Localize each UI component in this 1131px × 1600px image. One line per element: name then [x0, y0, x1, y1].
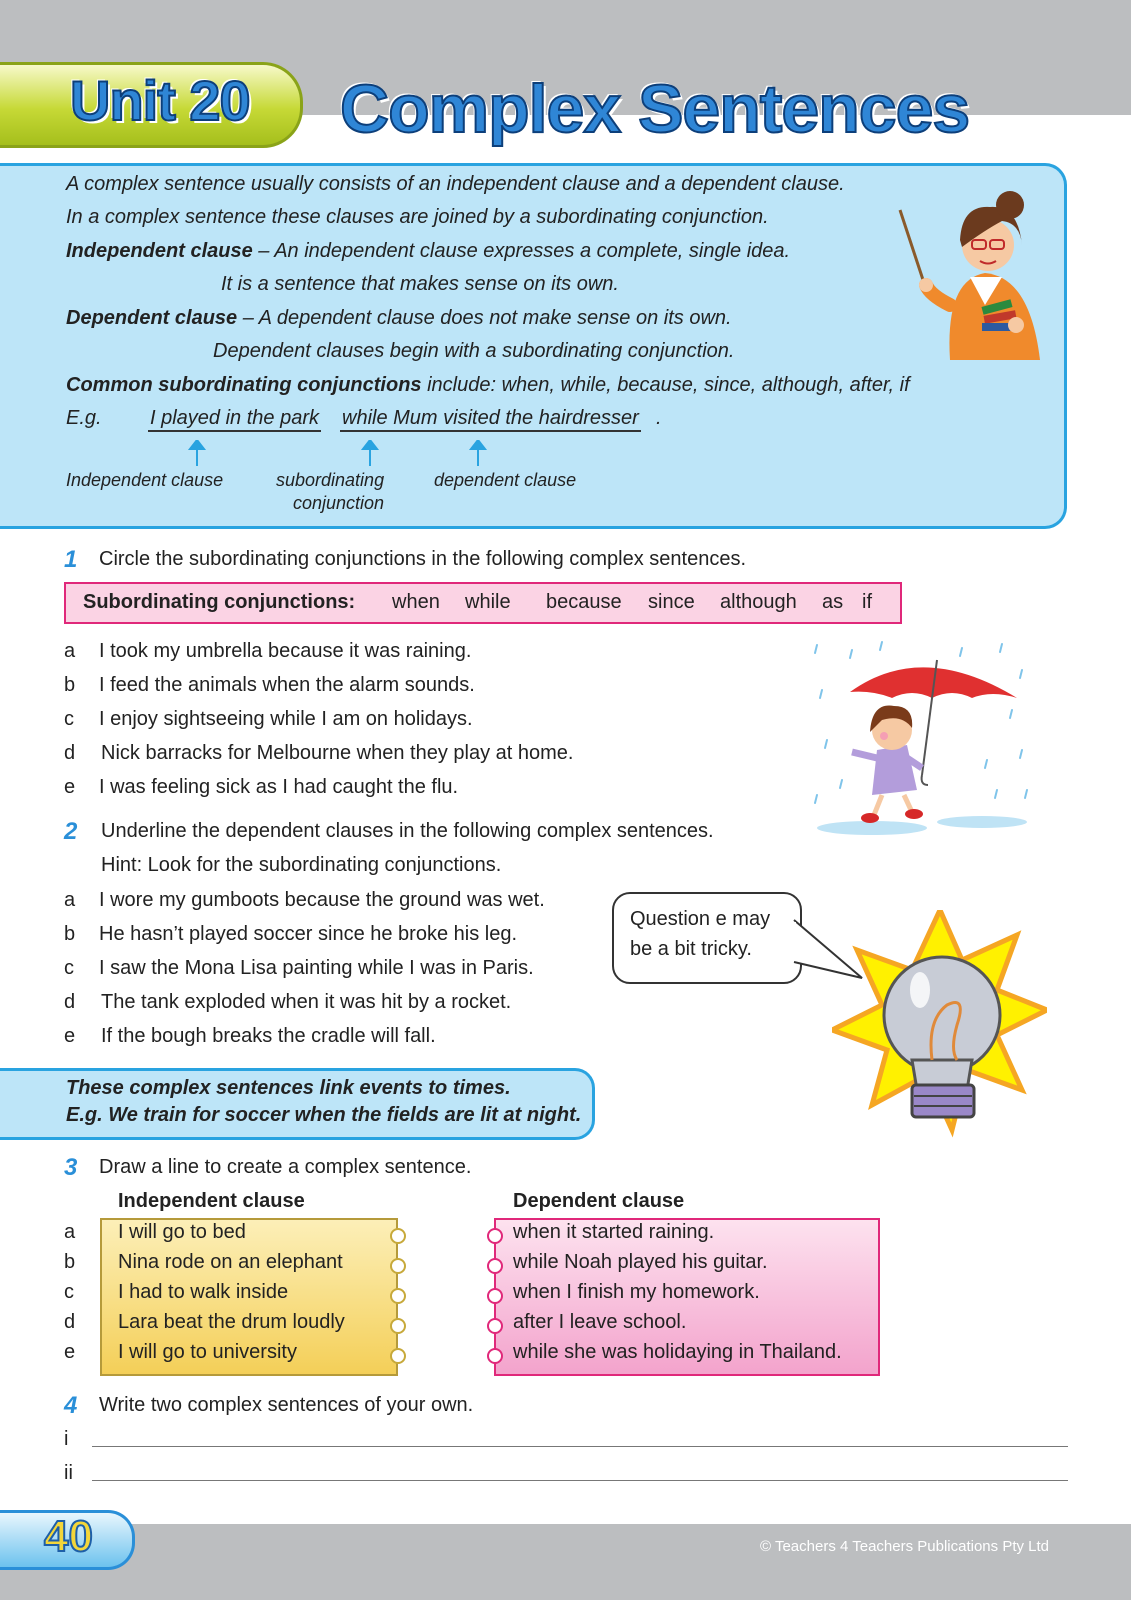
question-4-number: 4: [64, 1392, 78, 1419]
q1-sentence[interactable]: I feed the animals when the alarm sounds.: [99, 674, 475, 696]
item-letter: b: [64, 923, 76, 945]
independent-connector[interactable]: [390, 1258, 406, 1274]
independent-clause: I will go to bed: [118, 1221, 246, 1243]
independent-header: Independent clause: [118, 1190, 305, 1212]
question-1-number: 1: [64, 546, 78, 573]
independent-definition: Independent clause – An independent clause expresses a complete, single idea.: [66, 240, 791, 262]
independent-connector[interactable]: [390, 1228, 406, 1244]
independent-clause: I will go to university: [118, 1341, 297, 1363]
conjunction-word: although: [720, 591, 797, 613]
example-period: .: [656, 407, 662, 429]
dependent-clause: when it started raining.: [513, 1221, 715, 1243]
item-letter: b: [64, 1251, 76, 1273]
question-2-instruction: Underline the dependent clauses in the following complex sentences.: [101, 820, 714, 842]
common-conjunctions: Common subordinating conjunctions include: when, while, because, since, although, after, if: [66, 374, 910, 396]
q2-sentence[interactable]: I saw the Mona Lisa painting while I was in Paris.: [99, 957, 534, 979]
item-letter: c: [64, 957, 74, 979]
page-number: 40: [44, 1512, 93, 1561]
bubble-line-1: Question e may: [630, 908, 771, 930]
conjunction-word: since: [648, 591, 695, 613]
independent-connector[interactable]: [390, 1288, 406, 1304]
question-4-instruction: Write two complex sentences of your own.: [99, 1394, 474, 1416]
answer-line-label: i: [64, 1428, 69, 1450]
example-independent: I played in the park: [148, 407, 321, 432]
q1-sentence[interactable]: Nick barracks for Melbourne when they play at home.: [101, 742, 574, 764]
dependent-connector[interactable]: [487, 1258, 503, 1274]
label-independent: Independent clause: [66, 470, 224, 490]
independent-clause: Lara beat the drum loudly: [118, 1311, 345, 1333]
conjunction-word: when: [392, 591, 440, 613]
label-subordinating: subordinating: [276, 470, 385, 490]
dependent-definition-2: Dependent clauses begin with a subordinating conjunction.: [213, 340, 735, 362]
item-letter: a: [64, 889, 76, 911]
bubble-line-2: be a bit tricky.: [630, 938, 752, 960]
item-letter: d: [64, 742, 76, 764]
question-3-number: 3: [64, 1154, 78, 1181]
dependent-header: Dependent clause: [513, 1190, 685, 1212]
conjunction-word: while: [465, 591, 511, 613]
intro-line-2: In a complex sentence these clauses are joined by a subordinating conjunction.: [66, 206, 769, 228]
intro-line-1: A complex sentence usually consists of an independent clause and a dependent clause.: [66, 173, 845, 195]
conjunction-word: as: [822, 591, 844, 613]
example-dependent: while Mum visited the hairdresser: [340, 407, 641, 432]
dependent-clause: while Noah played his guitar.: [513, 1251, 768, 1273]
copyright-symbol: ©: [760, 1538, 772, 1555]
item-letter: e: [64, 1341, 76, 1363]
q1-sentence[interactable]: I was feeling sick as I had caught the flu.: [99, 776, 459, 798]
dependent-connector[interactable]: [487, 1318, 503, 1334]
question-2-number: 2: [64, 818, 78, 845]
item-letter: e: [64, 776, 76, 798]
answer-line-1[interactable]: [92, 1446, 1068, 1447]
q2-sentence[interactable]: I wore my gumboots because the ground was wet.: [99, 889, 545, 911]
independent-clause: I had to walk inside: [118, 1281, 289, 1303]
dependent-definition: Dependent clause – A dependent clause does not make sense on its own.: [66, 307, 732, 329]
q2-sentence[interactable]: He hasn’t played soccer since he broke his leg.: [99, 923, 518, 945]
independent-connector[interactable]: [390, 1318, 406, 1334]
item-letter: c: [64, 1281, 74, 1303]
independent-clause: Nina rode on an elephant: [118, 1251, 343, 1273]
question-1-instruction: Circle the subordinating conjunctions in the following complex sentences.: [99, 548, 747, 570]
umbrella-girl-illustration: [812, 640, 1037, 840]
question-3-instruction: Draw a line to create a complex sentence.: [99, 1156, 472, 1178]
copyright: © Teachers 4 Teachers Publications Pty Ltd: [760, 1538, 1050, 1555]
conjunctions-label: Subordinating conjunctions:: [83, 591, 356, 613]
dependent-connector[interactable]: [487, 1288, 503, 1304]
q1-sentence[interactable]: I took my umbrella because it was raining.: [99, 640, 472, 662]
dependent-connector[interactable]: [487, 1348, 503, 1364]
teacher-illustration: [890, 185, 1050, 360]
independent-connector[interactable]: [390, 1348, 406, 1364]
item-letter: a: [64, 640, 76, 662]
tip-line-1: These complex sentences link events to times.: [66, 1077, 511, 1099]
dependent-connector[interactable]: [487, 1228, 503, 1244]
dependent-clause: while she was holidaying in Thailand.: [513, 1341, 842, 1363]
q2-sentence[interactable]: If the bough breaks the cradle will fall.: [101, 1025, 436, 1047]
example-arrows: [180, 440, 500, 466]
unit-label: Unit 20: [70, 69, 250, 132]
item-letter: d: [64, 991, 76, 1013]
item-letter: a: [64, 1221, 76, 1243]
label-dependent: dependent clause: [434, 470, 577, 490]
dependent-clause: after I leave school.: [513, 1311, 687, 1333]
tip-line-2: E.g. We train for soccer when the fields are lit at night.: [66, 1104, 582, 1126]
lightbulb-icon: [832, 910, 1047, 1150]
footer-bar: [0, 1524, 1131, 1600]
dependent-clause: when I finish my homework.: [513, 1281, 760, 1303]
item-letter: e: [64, 1025, 76, 1047]
conjunction-word: if: [862, 591, 872, 613]
page-title: Complex Sentences: [340, 71, 970, 147]
question-2-hint: Hint: Look for the subordinating conjunctions.: [101, 854, 502, 876]
label-conjunction: conjunction: [293, 493, 385, 513]
q1-sentence[interactable]: I enjoy sightseeing while I am on holidays.: [99, 708, 473, 730]
q2-sentence[interactable]: The tank exploded when it was hit by a rocket.: [101, 991, 512, 1013]
item-letter: d: [64, 1311, 76, 1333]
independent-definition-2: It is a sentence that makes sense on its own.: [221, 273, 619, 295]
item-letter: c: [64, 708, 74, 730]
answer-line-2[interactable]: [92, 1480, 1068, 1481]
answer-line-label: ii: [64, 1462, 73, 1484]
item-letter: b: [64, 674, 76, 696]
example-label: E.g.: [66, 407, 102, 429]
conjunction-word: because: [546, 591, 622, 613]
